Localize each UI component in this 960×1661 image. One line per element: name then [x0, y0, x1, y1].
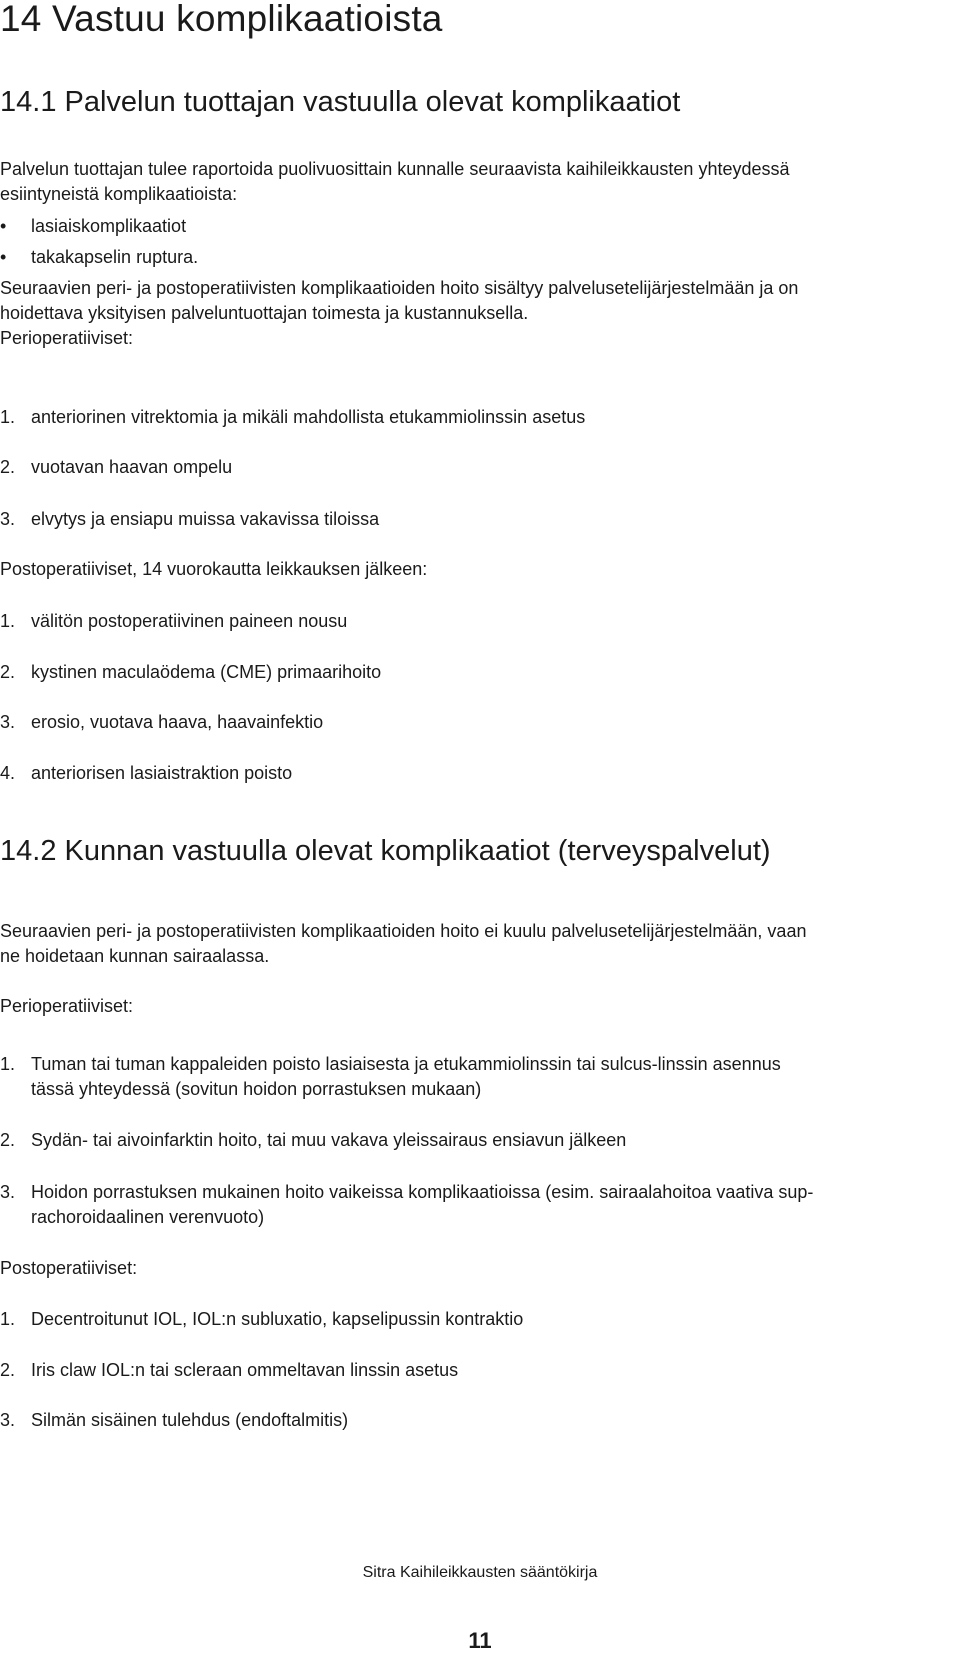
item-text: Decentroitunut IOL, IOL:n subluxatio, kapselipussin kontraktio: [31, 1309, 524, 1329]
section1-post-label: Postoperatiiviset, 14 vuorokautta leikkauksen jälkeen:: [0, 559, 428, 579]
item-number: 1.: [0, 407, 16, 427]
item-text: Sydän- tai aivoinfarktin hoito, tai muu vakava yleissairaus ensiavun jälkeen: [31, 1130, 627, 1150]
section-heading-14-2: 14.2 Kunnan vastuulla olevat komplikaatiot (terveyspalvelut): [0, 835, 771, 867]
section-heading-14-1: 14.1 Palvelun tuottajan vastuulla olevat komplikaatiot: [0, 86, 681, 118]
item-number: 1.: [0, 1054, 16, 1074]
item-number: 2.: [0, 1130, 16, 1150]
section2-intro-line1: Seuraavien peri- ja postoperatiivisten komplikaatioiden hoito ei kuulu palvelusetelijärjestelmään, vaan: [0, 921, 807, 941]
section2-peri-label: Perioperatiiviset:: [0, 996, 134, 1016]
section1-para-line2: hoidettava yksityisen palveluntuottajan toimesta ja kustannuksella.: [0, 303, 529, 323]
item-number: 3.: [0, 1182, 16, 1202]
bullet-text: takakapselin ruptura.: [31, 247, 199, 267]
section1-intro-line2: esiintyneistä komplikaatioista:: [0, 184, 238, 204]
item-text: anteriorisen lasiaistraktion poisto: [31, 763, 293, 783]
item-number: 1.: [0, 611, 16, 631]
section1-intro-line1: Palvelun tuottajan tulee raportoida puolivuosittain kunnalle seuraavista kaihileikkausten yhteydessä: [0, 159, 790, 179]
item-number: 2.: [0, 457, 16, 477]
item-text: Hoidon porrastuksen mukainen hoito vaikeissa komplikaatioissa (esim. sairaalahoitoa vaativa sup-: [31, 1182, 814, 1202]
section2-post-label: Postoperatiiviset:: [0, 1258, 138, 1278]
item-number: 3.: [0, 712, 16, 732]
item-text: vuotavan haavan ompelu: [31, 457, 233, 477]
item-text: tässä yhteydessä (sovitun hoidon porrastuksen mukaan): [31, 1079, 482, 1099]
item-text: rachoroidaalinen verenvuoto): [31, 1207, 265, 1227]
item-number: 2.: [0, 1360, 16, 1380]
item-text: Silmän sisäinen tulehdus (endoftalmitis): [31, 1410, 349, 1430]
bullet-text: lasiaiskomplikaatiot: [31, 216, 187, 236]
item-number: 4.: [0, 763, 16, 783]
section2-intro-line2: ne hoidetaan kunnan sairaalassa.: [0, 946, 270, 966]
item-text: erosio, vuotava haava, haavainfektio: [31, 712, 324, 732]
item-text: elvytys ja ensiapu muissa vakavissa tiloissa: [31, 509, 380, 529]
item-number: 3.: [0, 1410, 16, 1430]
bullet-icon: •: [0, 247, 7, 267]
footer-text: Sitra Kaihileikkausten sääntökirja: [362, 1564, 598, 1581]
item-number: 2.: [0, 662, 16, 682]
item-number: 1.: [0, 1309, 16, 1329]
bullet-icon: •: [0, 216, 7, 236]
item-text: kystinen maculaödema (CME) primaarihoito: [31, 662, 382, 682]
section1-peri-label: Perioperatiiviset:: [0, 328, 134, 348]
page-title: 14 Vastuu komplikaatioista: [0, 0, 443, 39]
item-text: Tuman tai tuman kappaleiden poisto lasiaisesta ja etukammiolinssin tai sulcus-linssin asennus: [31, 1054, 781, 1074]
item-number: 3.: [0, 509, 16, 529]
item-text: anteriorinen vitrektomia ja mikäli mahdollista etukammiolinssin asetus: [31, 407, 586, 427]
section1-para-line1: Seuraavien peri- ja postoperatiivisten komplikaatioiden hoito sisältyy palvelusetelijärjestelmään ja on: [0, 278, 799, 298]
item-text: välitön postoperatiivinen paineen nousu: [31, 611, 348, 631]
page-number: 11: [468, 1628, 492, 1653]
item-text: Iris claw IOL:n tai scleraan ommeltavan linssin asetus: [31, 1360, 459, 1380]
